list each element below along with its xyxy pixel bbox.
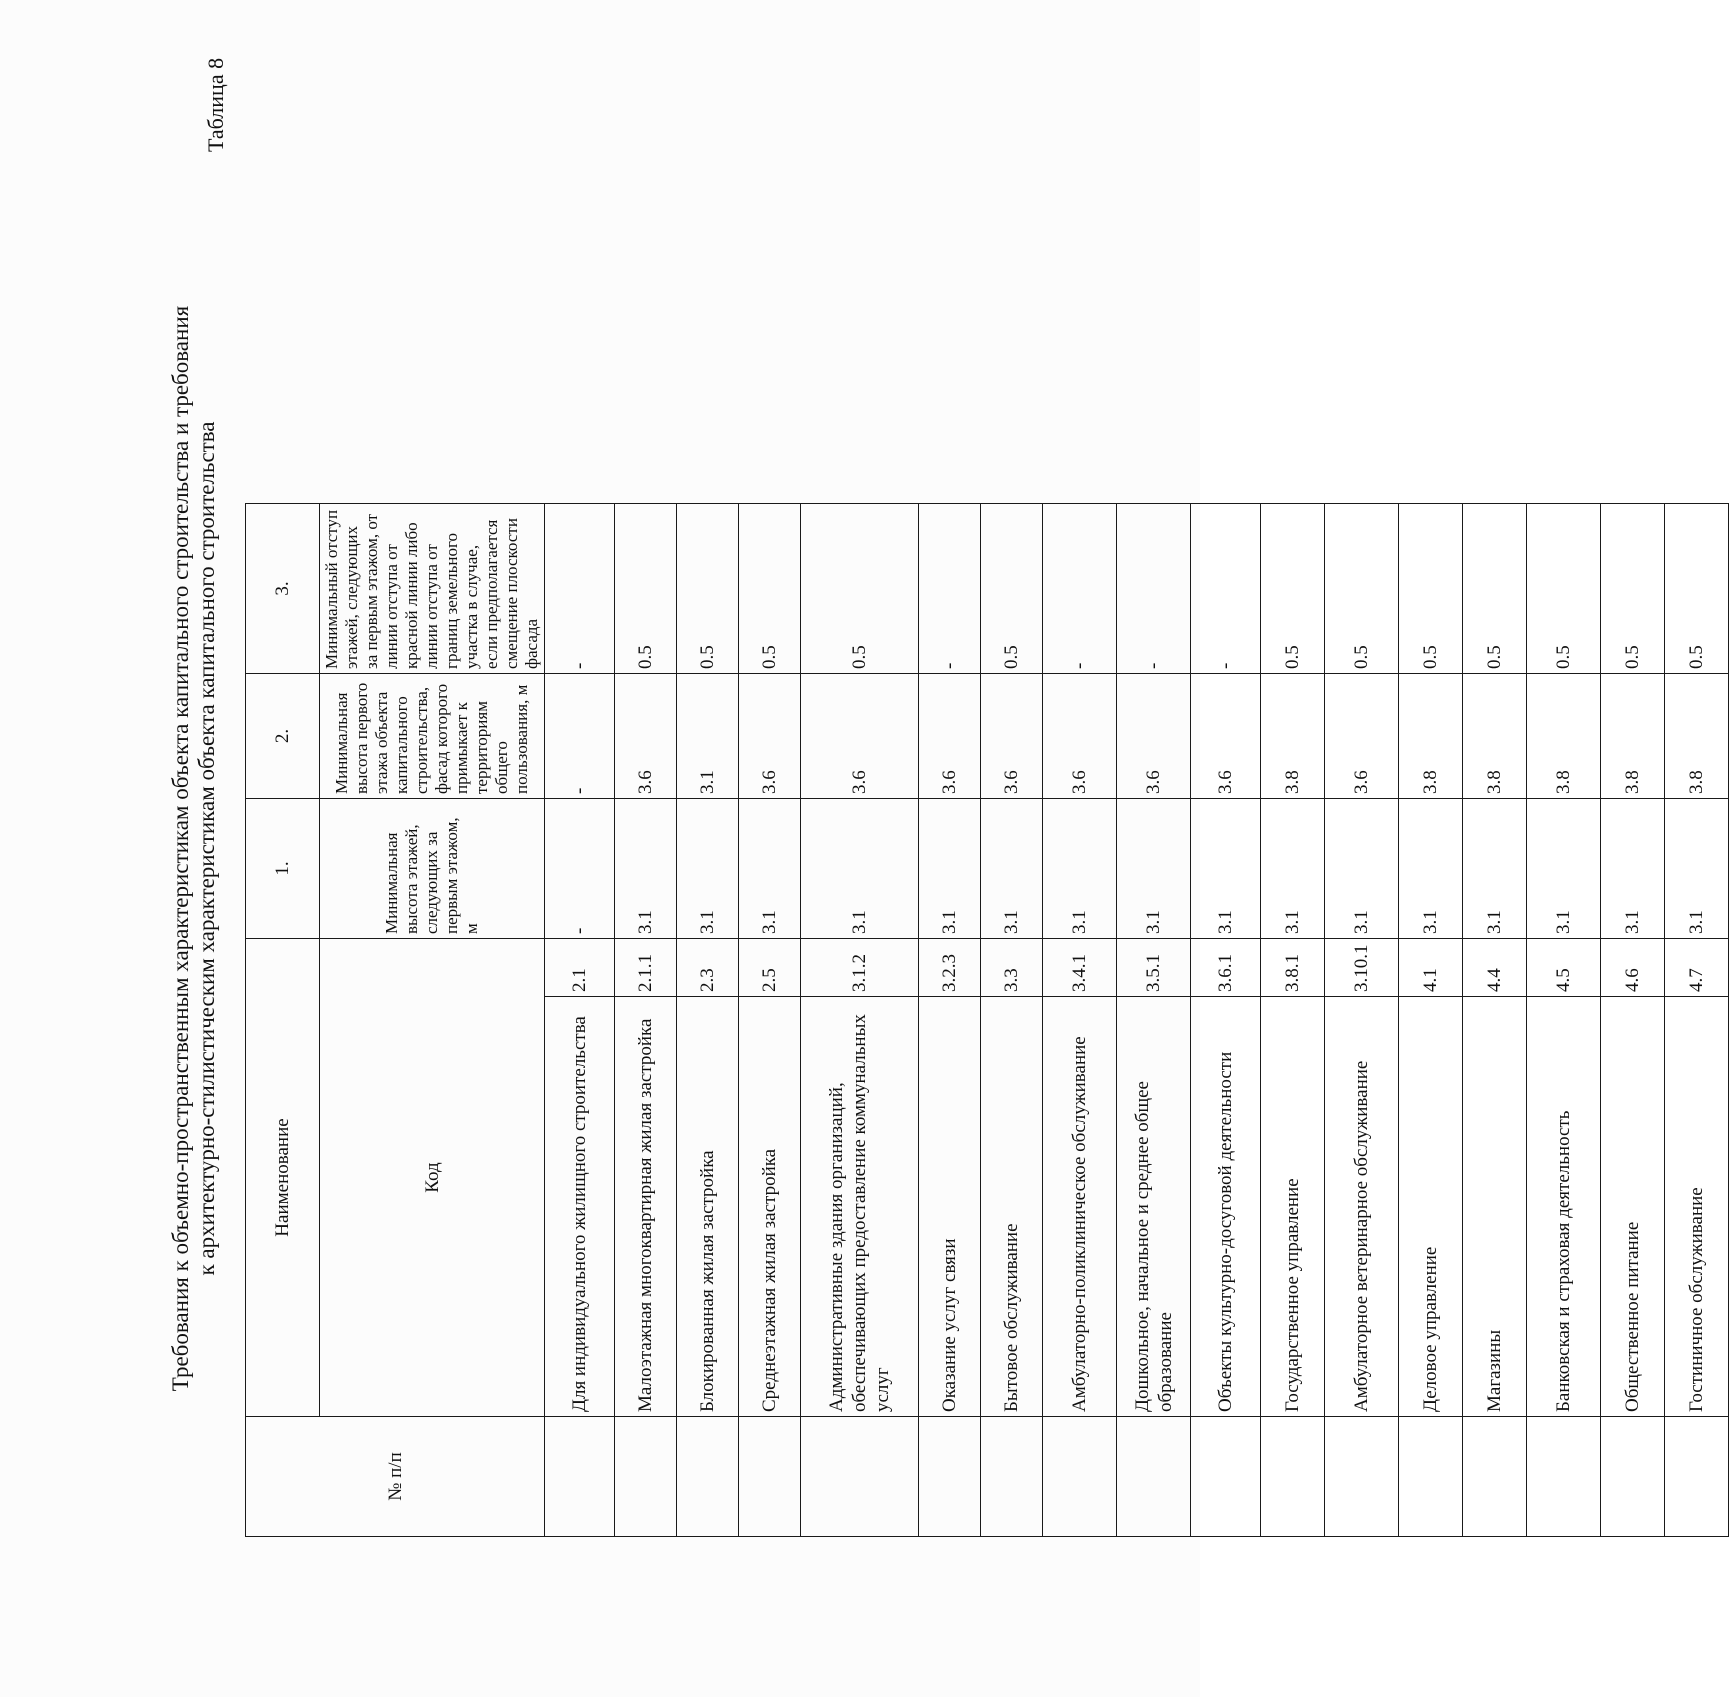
value-cell: 0.5 — [615, 504, 677, 674]
category-code: 3.3 — [981, 939, 1043, 997]
category-code: 3.4.1 — [1043, 939, 1117, 997]
value-cell: 3.1 — [1325, 799, 1399, 939]
blank-cell — [1601, 1417, 1665, 1537]
value-cell: 3.1 — [981, 799, 1043, 939]
category-name: Гостиничное обслуживание — [1665, 997, 1729, 1417]
table-caption: Таблица 8 — [203, 57, 228, 152]
value-cell: 3.6 — [1191, 674, 1261, 799]
value-cell: 3.1 — [1527, 799, 1601, 939]
category-name: Амбулаторно-поликлиническое обслуживание — [1043, 997, 1117, 1417]
table-row — [1665, 504, 1729, 1537]
table-row — [919, 504, 981, 1537]
value-cell: 3.1 — [919, 799, 981, 939]
value-cell: 3.1 — [1261, 799, 1325, 939]
blank-cell — [1463, 1417, 1527, 1537]
blank-cell — [677, 1417, 739, 1537]
table-row — [1399, 504, 1463, 1537]
category-name: Блокированная жилая застройка — [677, 997, 739, 1417]
blank-cell — [801, 1417, 919, 1537]
value-cell: 3.1 — [677, 799, 739, 939]
row-name: Минимальный отступ этажей, следующих за первым этажом, от линии отступа от красной линии либо линии отступа от границ земельного участка в случае, если предполагается смещение плоскости фасада — [320, 504, 545, 674]
row-name: Минимальная высота первого этажа объекта капитального строительства, фасад которого примыкает к территориям общего пользования, м — [320, 674, 545, 799]
table-row — [1463, 504, 1527, 1537]
table-row — [1527, 504, 1601, 1537]
category-code: 3.1.2 — [801, 939, 919, 997]
value-cell: 3.8 — [1665, 674, 1729, 799]
value-cell: 3.1 — [739, 799, 801, 939]
category-code: 3.2.3 — [919, 939, 981, 997]
value-cell: 3.1 — [677, 674, 739, 799]
category-name: Оказание услуг связи — [919, 997, 981, 1417]
table-row — [1261, 504, 1325, 1537]
table-row — [1325, 504, 1399, 1537]
table-row — [981, 504, 1043, 1537]
row-number: 3. — [246, 504, 320, 674]
blank-cell — [1261, 1417, 1325, 1537]
value-cell: 0.5 — [1399, 504, 1463, 674]
value-cell: 3.1 — [1601, 799, 1665, 939]
category-name: Амбулаторное ветеринарное обслуживание — [1325, 997, 1399, 1417]
page-title-line-1: Требования к объемно-пространственным характеристикам объекта капитального строительства и требования — [168, 305, 193, 1392]
value-cell: 3.6 — [615, 674, 677, 799]
category-code: 3.8.1 — [1261, 939, 1325, 997]
requirements-table — [245, 503, 1729, 1537]
blank-cell — [739, 1417, 801, 1537]
value-cell: 0.5 — [1463, 504, 1527, 674]
blank-cell — [1665, 1417, 1729, 1537]
header-name: Наименование — [246, 939, 320, 1417]
table-row — [1191, 504, 1261, 1537]
value-cell: - — [545, 674, 615, 799]
category-name: Среднеэтажная жилая застройка — [739, 997, 801, 1417]
value-cell: - — [919, 504, 981, 674]
category-name: Банковская и страховая деятельность — [1527, 997, 1601, 1417]
category-name: Дошкольное, начальное и среднее общее образование — [1117, 997, 1191, 1417]
category-code: 2.5 — [739, 939, 801, 997]
value-cell: 0.5 — [801, 504, 919, 674]
value-cell: 3.1 — [1665, 799, 1729, 939]
category-code: 4.7 — [1665, 939, 1729, 997]
value-cell: 3.6 — [1117, 674, 1191, 799]
value-cell: 3.8 — [1463, 674, 1527, 799]
value-cell: - — [1191, 504, 1261, 674]
table-row — [739, 504, 801, 1537]
value-cell: 3.6 — [1043, 674, 1117, 799]
row-number: 2. — [246, 674, 320, 799]
category-name: Деловое управление — [1399, 997, 1463, 1417]
value-cell: 0.5 — [1261, 504, 1325, 674]
blank-cell — [1043, 1417, 1117, 1537]
category-code: 2.3 — [677, 939, 739, 997]
category-name: Малоэтажная многоквартирная жилая застройка — [615, 997, 677, 1417]
value-cell: 3.6 — [801, 674, 919, 799]
value-cell: 0.5 — [981, 504, 1043, 674]
category-name: Административные здания организаций, обеспечивающих предоставление коммунальных услуг — [801, 997, 919, 1417]
category-name: Общественное питание — [1601, 997, 1665, 1417]
value-cell: - — [545, 504, 615, 674]
value-cell: 3.8 — [1261, 674, 1325, 799]
value-cell: 3.1 — [1399, 799, 1463, 939]
category-code: 2.1.1 — [615, 939, 677, 997]
value-cell: 0.5 — [739, 504, 801, 674]
value-cell: 3.6 — [919, 674, 981, 799]
table-row — [615, 504, 677, 1537]
category-code: 4.6 — [1601, 939, 1665, 997]
blank-cell — [545, 1417, 615, 1537]
category-code: 3.10.1 — [1325, 939, 1399, 997]
value-cell: 3.6 — [981, 674, 1043, 799]
header-num: № п/п — [246, 1417, 545, 1537]
blank-cell — [615, 1417, 677, 1537]
category-code: 2.1 — [545, 939, 615, 997]
table-row — [677, 504, 739, 1537]
category-code: 4.5 — [1527, 939, 1601, 997]
value-cell: 3.1 — [1463, 799, 1527, 939]
value-cell: 0.5 — [1665, 504, 1729, 674]
value-cell: 0.5 — [677, 504, 739, 674]
value-cell: 3.8 — [1399, 674, 1463, 799]
value-cell: 3.8 — [1601, 674, 1665, 799]
blank-cell — [1117, 1417, 1191, 1537]
category-name: Государственное управление — [1261, 997, 1325, 1417]
category-code: 4.4 — [1463, 939, 1527, 997]
table-row — [1601, 504, 1665, 1537]
table-row — [545, 504, 615, 1537]
value-cell: 3.6 — [739, 674, 801, 799]
table-row — [1117, 504, 1191, 1537]
value-cell: - — [545, 799, 615, 939]
value-cell: 3.6 — [1325, 674, 1399, 799]
value-cell: 3.1 — [1043, 799, 1117, 939]
blank-cell — [981, 1417, 1043, 1537]
value-cell: 0.5 — [1527, 504, 1601, 674]
row-number: 1. — [246, 799, 320, 939]
blank-cell — [1191, 1417, 1261, 1537]
category-code: 3.6.1 — [1191, 939, 1261, 997]
category-name: Объекты культурно-досуговой деятельности — [1191, 997, 1261, 1417]
value-cell: 3.1 — [1191, 799, 1261, 939]
value-cell: 3.1 — [1117, 799, 1191, 939]
value-cell: 0.5 — [1601, 504, 1665, 674]
blank-cell — [919, 1417, 981, 1537]
category-name: Бытовое обслуживание — [981, 997, 1043, 1417]
value-cell: 0.5 — [1325, 504, 1399, 674]
category-code: 3.5.1 — [1117, 939, 1191, 997]
value-cell: 3.1 — [801, 799, 919, 939]
blank-cell — [1325, 1417, 1399, 1537]
blank-cell — [1527, 1417, 1601, 1537]
page-title-line-2: к архитектурно-стилистическим характеристикам объекта капитального строительства — [194, 421, 219, 1276]
header-code: Код — [320, 939, 545, 1417]
value-cell: 3.1 — [615, 799, 677, 939]
row-name: Минимальная высота этажей, следующих за первым этажом, м — [320, 799, 545, 939]
table-row — [1043, 504, 1117, 1537]
value-cell: - — [1117, 504, 1191, 674]
value-cell: - — [1043, 504, 1117, 674]
table-row — [801, 504, 919, 1537]
category-name: Для индивидуального жилищного строительства — [545, 997, 615, 1417]
value-cell: 3.8 — [1527, 674, 1601, 799]
category-name: Магазины — [1463, 997, 1527, 1417]
category-code: 4.1 — [1399, 939, 1463, 997]
blank-cell — [1399, 1417, 1463, 1537]
